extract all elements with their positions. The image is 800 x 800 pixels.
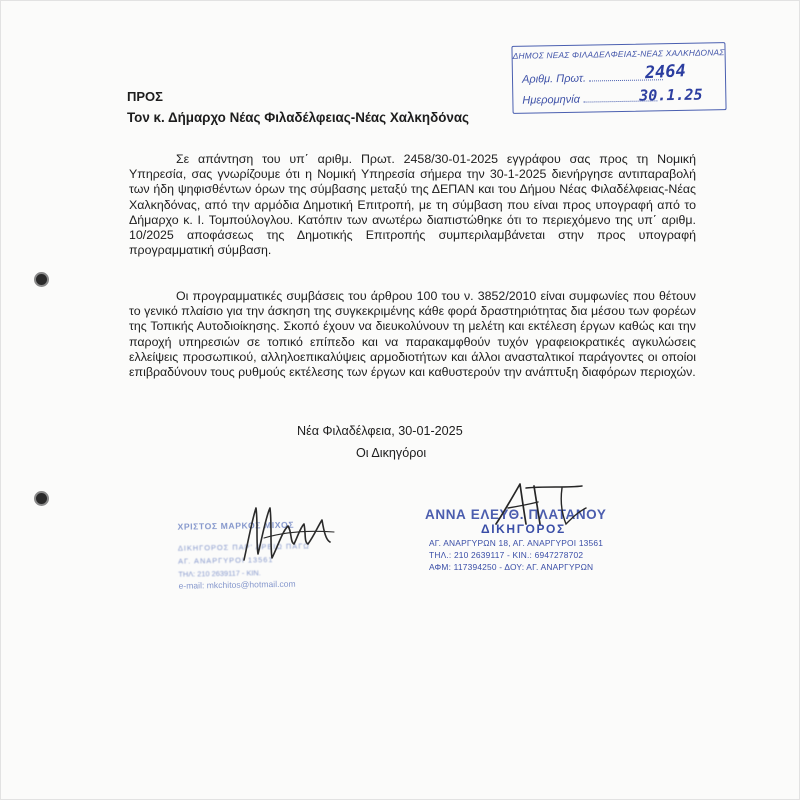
registry-date-value: 30.1.25 [639,85,703,105]
right-signature [486,478,626,530]
paragraph-2: Οι προγραμματικές συμβάσεις του άρθρου 100 του ν. 3852/2010 είναι συμφωνίες που θέτουν το γενικό πλαίσιο για την άσκηση της συγκεκριμένης κάθε φορά δραστηριότητας δια μέσου των φορέων της Τοπικής Αυτοδιοίκησης. Σκοπό έχουν να διευκολύνουν τη μελέτη και εκτέλεση έργων καθώς και την παροχή υπηρεσιών σε τοπικό επίπεδο και να παρακαμφθούν τυχόν γραφειοκρατικές αγκυλώσεις ελλείψεις προσωπικού, αλληλοεπικαλύψεις αρμοδιοτήτων και άλλοι ανασταλτικοί παράγοντες οι οποίοι επιβραδύνουν τους ρυθμούς εκτέλεσης των έργων και καθυστερούν την ανάπτυξη διαφόρων περιοχών. [129,289,696,380]
right-stamp-phones: ΤΗΛ.: 210 2639117 - ΚΙΝ.: 6947278702 [429,550,584,560]
left-signature [234,502,344,568]
registry-stamp [511,42,726,114]
to-label: ΠΡΟΣ [127,89,163,104]
registry-protocol-label: Αριθμ. Πρωτ. [521,72,587,86]
punch-hole-bottom [36,493,47,504]
punch-hole-top [36,274,47,285]
right-stamp-title: ΔΙΚΗΓΟΡΟΣ [481,522,566,536]
left-stamp-name: ΧΡΙΣΤΟΣ ΜΑΡΚΟΣ ΜΙΧΟΣ [177,519,295,532]
left-stamp-email: e-mail: mkchitos@hotmail.com [178,578,296,591]
right-stamp-address: ΑΓ. ΑΝΑΡΓΥΡΩΝ 18, ΑΓ. ΑΝΑΡΓΥΡΟΙ 13561 [429,538,604,548]
left-stamp-line-3: ΑΓ. ΑΝΑΡΓΥΡΟΙ 13561 [178,555,274,566]
signers-label: Οι Δικηγόροι [356,446,427,460]
registry-date-label: Ημερομηνία [522,93,581,107]
registry-stamp-title: ΔΗΜΟΣ ΝΕΑΣ ΦΙΛΑΔΕΛΦΕΙΑΣ-ΝΕΑΣ ΧΑΛΚΗΔΟΝΑΣ [512,47,725,61]
addressee: Τον κ. Δήμαρχο Νέας Φιλαδέλφειας-Νέας Χαλκηδόνας [127,110,470,125]
place-date: Νέα Φιλαδέλφεια, 30-01-2025 [297,424,463,438]
right-stamp-tax: ΑΦΜ: 117394250 - ΔΟΥ: ΑΓ. ΑΝΑΡΓΥΡΩΝ [429,562,594,572]
paragraph-1: Σε απάντηση του υπ΄ αριθμ. Πρωτ. 2458/30-01-2025 εγγράφου σας προς τη Νομική Υπηρεσία, σας γνωρίζουμε ότι η Νομική Υπηρεσία σήμερα την 30-1-2025 διενήργησε αντιπαραβολή των ήδη ψηφισθέντων όρων της σύμβασης μεταξύ της ΔΕΠΑΝ και του Δήμου Νέας Φιλαδέλφειας-Νέας Χαλκηδόνας, από την αρμόδια Δημοτική Επιτροπή, με τη σύμβαση που είναι προς υπογραφή από το Δήμαρχο κ. Ι. Τομπούλογλου. Κατόπιν των ανωτέρω διαπιστώθηκε ότι το περιεχόμενο της υπ΄ αριθμ. 10/2025 αποφάσεως της Δημοτικής Επιτροπής συμπεριλαμβάνεται στην προς υπογραφή προγραμματική σύμβαση. [129,152,696,258]
registry-protocol-row [522,68,663,85]
left-stamp-line-2: ΔΙΚΗΓΟΡΟΣ ΠΑΡ' ΑΡΕΙΩ ΠΑΓΩ [177,541,310,553]
registry-protocol-number: 2464 [644,61,687,84]
registry-date-row [522,89,657,106]
right-stamp-name: ΑΝΝΑ ΕΛΕΥΘ. ΠΛΑΤΑΝΟΥ [425,507,607,522]
left-stamp-phone: ΤΗΛ: 210 2639117 - ΚΙΝ. [178,568,261,579]
